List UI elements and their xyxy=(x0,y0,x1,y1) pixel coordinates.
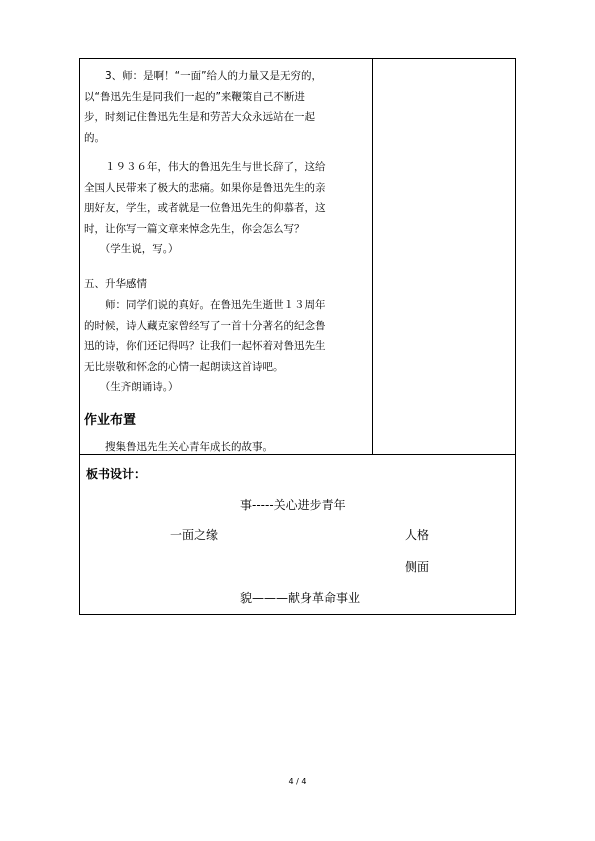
text-line: 迅的诗，你们还记得吗？让我们一起怀着对鲁迅先生 xyxy=(84,340,326,352)
board-line-4: 貌———献身革命事业 xyxy=(240,591,361,605)
text-line: 全国人民带来了极大的悲痛。如果你是鲁迅先生的亲 xyxy=(84,181,326,194)
text-line: 3、师：是啊！“一面”给人的力量又是无穷的， xyxy=(84,70,323,82)
paragraph-writing-task xyxy=(84,157,369,260)
page-number: 4 / 4 xyxy=(288,777,307,786)
board-right-2: 侧面 xyxy=(405,560,430,574)
text-line: 时，让你写一篇文章来悼念先生，你会怎么写？ xyxy=(84,222,305,235)
paragraph-poem-reading xyxy=(84,295,369,398)
text-line: （生齐朗诵诗。） xyxy=(84,381,179,393)
text-line: １９３６年，伟大的鲁迅先生与世长辞了，这给 xyxy=(84,161,326,173)
text-line: 朋好友，学生，或者就是一位鲁迅先生的仰慕者，这 xyxy=(84,202,326,214)
text-line: 的。 xyxy=(84,131,105,144)
text-line: （学生说，写。） xyxy=(84,243,179,255)
table-column-divider xyxy=(372,58,373,455)
paragraph-teacher-summary xyxy=(84,66,369,148)
text-line: 无比崇敬和怀念的心情一起朗读这首诗吧。 xyxy=(84,360,284,373)
text-line: 以“鲁迅先生是同我们一起的”来鞭策自己不断进 xyxy=(84,90,305,103)
board-line-1: 事-----关心进步青年 xyxy=(240,498,346,512)
text-line: 步，时刻记住鲁迅先生是和劳苦大众永远站在一起 xyxy=(84,111,315,123)
text-line: 的时候，诗人藏克家曾经写了一首十分著名的纪念鲁 xyxy=(84,319,326,332)
homework-heading: 作业布置 xyxy=(84,413,137,428)
homework-text: 搜集鲁迅先生关心青年成长的故事。 xyxy=(84,441,273,453)
text-line: 师：同学们说的真好。在鲁迅先生逝世１３周年 xyxy=(84,299,326,311)
section-heading-5: 五、升华感情 xyxy=(84,278,147,290)
board-right-1: 人格 xyxy=(405,528,430,542)
board-left: 一面之缘 xyxy=(170,528,219,542)
board-design-title: 板书设计： xyxy=(86,467,147,481)
